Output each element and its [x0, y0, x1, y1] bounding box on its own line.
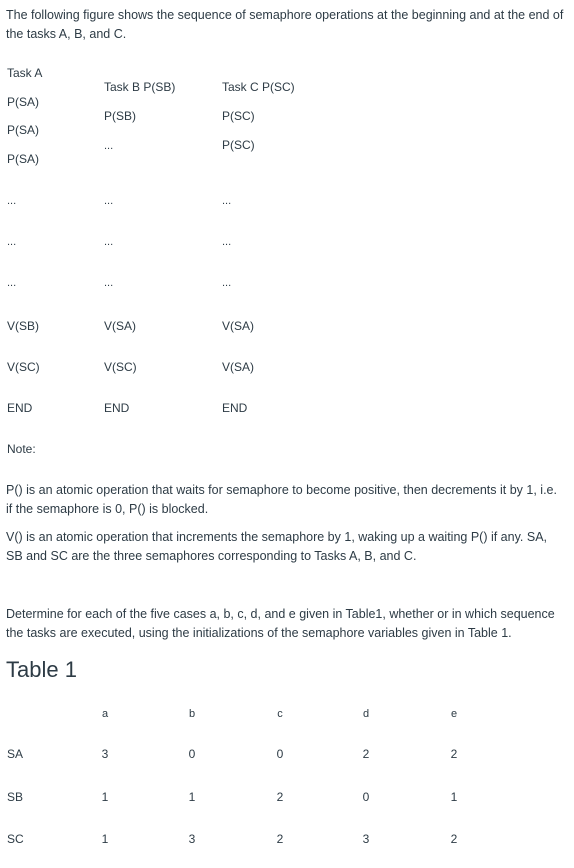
task-b-end: END: [104, 401, 130, 415]
task-c-ellipsis-1: ...: [222, 195, 232, 207]
cell-sa-b: 0: [188, 747, 196, 761]
task-b-op-p1: P(SB): [104, 109, 137, 123]
task-c-end: END: [222, 401, 248, 415]
task-a-op-p2: P(SA): [7, 123, 40, 137]
cell-sc-c: 2: [276, 832, 284, 846]
task-c-op-p2: P(SC): [222, 138, 255, 152]
task-b-ellipsis-2: ...: [104, 236, 114, 248]
task-a-op-v2: V(SC): [7, 360, 40, 374]
task-a-ellipsis-1: ...: [7, 195, 17, 207]
task-c-op-p1: P(SC): [222, 109, 255, 123]
cell-sc-b: 3: [188, 832, 196, 846]
table-title: Table 1: [6, 657, 77, 682]
cell-sa-c: 0: [276, 747, 284, 761]
row-label-sc: SC: [7, 832, 24, 846]
note-p-definition: P() is an atomic operation that waits for semaphore to become positive, then decrements it by 1, i.e. if the semaphore is 0, P() is blocked.: [6, 483, 557, 516]
table-header-c: c: [277, 708, 283, 720]
cell-sa-d: 2: [362, 747, 370, 761]
cell-sb-c: 2: [276, 790, 284, 804]
task-c-header: Task C P(SC): [222, 80, 295, 94]
task-a-op-p1: P(SA): [7, 95, 40, 109]
task-a-ellipsis-2: ...: [7, 236, 17, 248]
task-b-op-v2: V(SC): [104, 360, 137, 374]
task-a-ellipsis-3: ...: [7, 277, 17, 289]
cell-sc-e: 2: [450, 832, 458, 846]
row-label-sb: SB: [7, 790, 24, 804]
table-header-e: e: [450, 708, 458, 720]
task-a-end: END: [7, 401, 33, 415]
task-a-op-p3: P(SA): [7, 152, 40, 166]
task-c-ellipsis-3: ...: [222, 277, 232, 289]
cell-sc-d: 3: [362, 832, 370, 846]
note-label: Note:: [7, 442, 36, 456]
task-a-header: Task A: [7, 66, 43, 80]
row-label-sa: SA: [7, 747, 24, 761]
task-c-ellipsis-2: ...: [222, 236, 232, 248]
task-b-header: Task B P(SB): [104, 80, 176, 94]
question-text: Determine for each of the five cases a, b, c, d, and e given in Table1, whether or in which sequence the tasks are executed, using the initializations of the semaphore variables given in Table 1.: [6, 607, 555, 640]
task-b-ellipsis-3: ...: [104, 277, 114, 289]
task-b-op-v1: V(SA): [104, 319, 137, 333]
cell-sb-e: 1: [450, 790, 458, 804]
task-c-op-v2: V(SA): [222, 360, 255, 374]
task-a-op-v1: V(SB): [7, 319, 40, 333]
cell-sa-a: 3: [101, 747, 109, 761]
task-c-op-v1: V(SA): [222, 319, 255, 333]
cell-sb-d: 0: [362, 790, 370, 804]
cell-sb-b: 1: [188, 790, 196, 804]
intro-text: The following figure shows the sequence of semaphore operations at the beginning and at the end of the tasks A, B, and C.: [6, 8, 564, 41]
task-b-ellipsis-1: ...: [104, 195, 114, 207]
cell-sa-e: 2: [450, 747, 458, 761]
table-header-b: b: [188, 708, 196, 720]
note-v-definition: V() is an atomic operation that increments the semaphore by 1, waking up a waiting P() if any. SA, SB and SC are the three semaphores corresponding to Tasks A, B, and C.: [6, 530, 548, 563]
table-header-d: d: [362, 708, 370, 720]
cell-sc-a: 1: [101, 832, 109, 846]
task-b-ellipsis-0: ...: [104, 140, 114, 152]
table-header-a: a: [101, 708, 109, 720]
cell-sb-a: 1: [101, 790, 109, 804]
